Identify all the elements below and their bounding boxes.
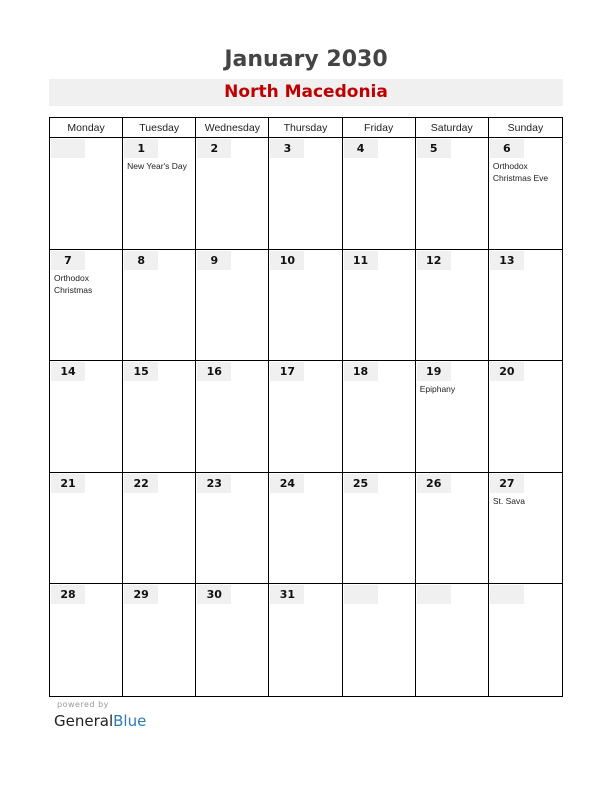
date-number: 18 bbox=[352, 365, 369, 379]
day-cell bbox=[416, 473, 489, 585]
day-cell bbox=[416, 250, 489, 362]
date-badge bbox=[417, 139, 451, 158]
day-cell bbox=[196, 250, 269, 362]
day-cell bbox=[196, 138, 269, 250]
date-number: 20 bbox=[499, 365, 515, 379]
day-cell bbox=[196, 584, 269, 696]
day-cell bbox=[489, 584, 562, 696]
brand-name-part2: Blue bbox=[113, 712, 147, 730]
day-cell bbox=[50, 473, 123, 585]
date-number: 2 bbox=[210, 142, 219, 155]
day-cell bbox=[50, 584, 123, 696]
day-cell bbox=[416, 138, 489, 250]
date-badge bbox=[51, 251, 85, 270]
date-badge bbox=[270, 139, 304, 158]
day-cell bbox=[123, 361, 196, 473]
weekday-header: Monday bbox=[50, 118, 123, 138]
date-badge bbox=[197, 362, 231, 381]
brand-logo bbox=[54, 712, 146, 730]
date-badge bbox=[417, 251, 451, 270]
date-badge bbox=[197, 474, 231, 493]
country-name: North Macedonia bbox=[224, 82, 388, 102]
date-badge bbox=[417, 474, 451, 493]
weekday-header: Tuesday bbox=[123, 118, 196, 138]
day-cell bbox=[196, 361, 269, 473]
date-number: 5 bbox=[429, 142, 438, 155]
day-cell bbox=[343, 250, 416, 362]
date-badge bbox=[344, 362, 378, 381]
day-cell bbox=[416, 361, 489, 473]
date-number: 11 bbox=[352, 253, 369, 267]
holiday-label: St. Sava bbox=[492, 495, 525, 506]
date-badge bbox=[197, 139, 231, 158]
day-cell bbox=[343, 584, 416, 696]
date-number: 30 bbox=[206, 588, 222, 602]
weekday-header: Saturday bbox=[416, 118, 489, 138]
date-number: 10 bbox=[279, 253, 296, 267]
date-number: 25 bbox=[352, 476, 369, 490]
date-badge bbox=[270, 251, 304, 270]
day-cell bbox=[196, 473, 269, 585]
day-cell bbox=[123, 138, 196, 250]
date-number: 3 bbox=[283, 142, 292, 155]
day-cell bbox=[343, 473, 416, 585]
date-badge bbox=[270, 362, 304, 381]
day-cell bbox=[269, 361, 342, 473]
date-number: 9 bbox=[210, 253, 219, 267]
weekday-header: Thursday bbox=[269, 118, 342, 138]
date-badge bbox=[124, 139, 158, 158]
weekday-header: Sunday bbox=[489, 118, 562, 138]
date-badge bbox=[344, 585, 378, 604]
calendar-grid bbox=[49, 117, 563, 697]
country-banner bbox=[49, 79, 563, 106]
date-number: 26 bbox=[426, 476, 442, 490]
day-cell bbox=[123, 584, 196, 696]
date-badge bbox=[51, 474, 85, 493]
date-badge bbox=[270, 585, 304, 604]
date-badge bbox=[490, 251, 524, 270]
date-badge bbox=[197, 251, 231, 270]
date-badge bbox=[344, 251, 378, 270]
date-number: 21 bbox=[60, 476, 76, 490]
date-badge bbox=[490, 139, 524, 158]
holiday-label: Epiphany bbox=[419, 384, 456, 395]
date-number: 8 bbox=[137, 253, 145, 267]
day-cell bbox=[269, 473, 342, 585]
date-badge bbox=[124, 474, 158, 493]
date-number: 27 bbox=[499, 476, 515, 490]
date-badge bbox=[344, 139, 378, 158]
date-number: 28 bbox=[60, 588, 76, 602]
brand-name-part1: General bbox=[54, 712, 114, 730]
day-cell bbox=[489, 138, 562, 250]
date-badge bbox=[124, 585, 158, 604]
date-number: 17 bbox=[279, 365, 296, 379]
date-badge bbox=[197, 585, 231, 604]
date-badge bbox=[124, 251, 158, 270]
day-cell bbox=[50, 138, 123, 250]
date-number: 13 bbox=[499, 253, 515, 267]
day-cell bbox=[416, 584, 489, 696]
day-cell bbox=[50, 250, 123, 362]
date-number: 19 bbox=[426, 365, 442, 379]
date-number: 31 bbox=[279, 588, 296, 602]
date-badge bbox=[490, 362, 524, 381]
day-cell bbox=[489, 250, 562, 362]
day-cell bbox=[343, 138, 416, 250]
holiday-label: Orthodox Christmas bbox=[54, 272, 93, 295]
day-cell bbox=[343, 361, 416, 473]
date-badge bbox=[270, 474, 304, 493]
date-badge bbox=[51, 139, 85, 158]
day-cell bbox=[269, 250, 342, 362]
date-number: 14 bbox=[60, 365, 76, 379]
day-cell bbox=[269, 138, 342, 250]
date-badge bbox=[124, 362, 158, 381]
date-number: 6 bbox=[503, 142, 511, 155]
date-badge bbox=[344, 474, 378, 493]
day-cell bbox=[123, 250, 196, 362]
day-cell bbox=[269, 584, 342, 696]
holiday-label: Orthodox Christmas Eve bbox=[492, 161, 549, 183]
holiday-label: New Year's Day bbox=[127, 161, 187, 171]
date-number: 23 bbox=[206, 476, 222, 490]
date-badge bbox=[490, 474, 524, 493]
date-badge bbox=[417, 362, 451, 381]
date-badge bbox=[51, 585, 85, 604]
powered-by-label: powered by bbox=[57, 700, 109, 709]
date-number: 1 bbox=[137, 142, 145, 155]
date-number: 15 bbox=[133, 365, 149, 379]
date-number: 29 bbox=[133, 588, 149, 602]
day-cell bbox=[50, 361, 123, 473]
date-number: 24 bbox=[279, 476, 296, 490]
page-title: January 2030 bbox=[224, 47, 388, 72]
date-badge bbox=[490, 585, 524, 604]
date-number: 22 bbox=[133, 476, 149, 490]
date-number: 4 bbox=[356, 142, 365, 155]
day-cell bbox=[489, 473, 562, 585]
weekday-header: Wednesday bbox=[196, 118, 269, 138]
day-cell bbox=[489, 361, 562, 473]
date-number: 12 bbox=[426, 253, 442, 267]
weekday-header: Friday bbox=[343, 118, 416, 138]
day-cell bbox=[123, 473, 196, 585]
date-number: 7 bbox=[64, 253, 72, 267]
date-badge bbox=[51, 362, 85, 381]
date-badge bbox=[417, 585, 451, 604]
date-number: 16 bbox=[206, 365, 222, 379]
